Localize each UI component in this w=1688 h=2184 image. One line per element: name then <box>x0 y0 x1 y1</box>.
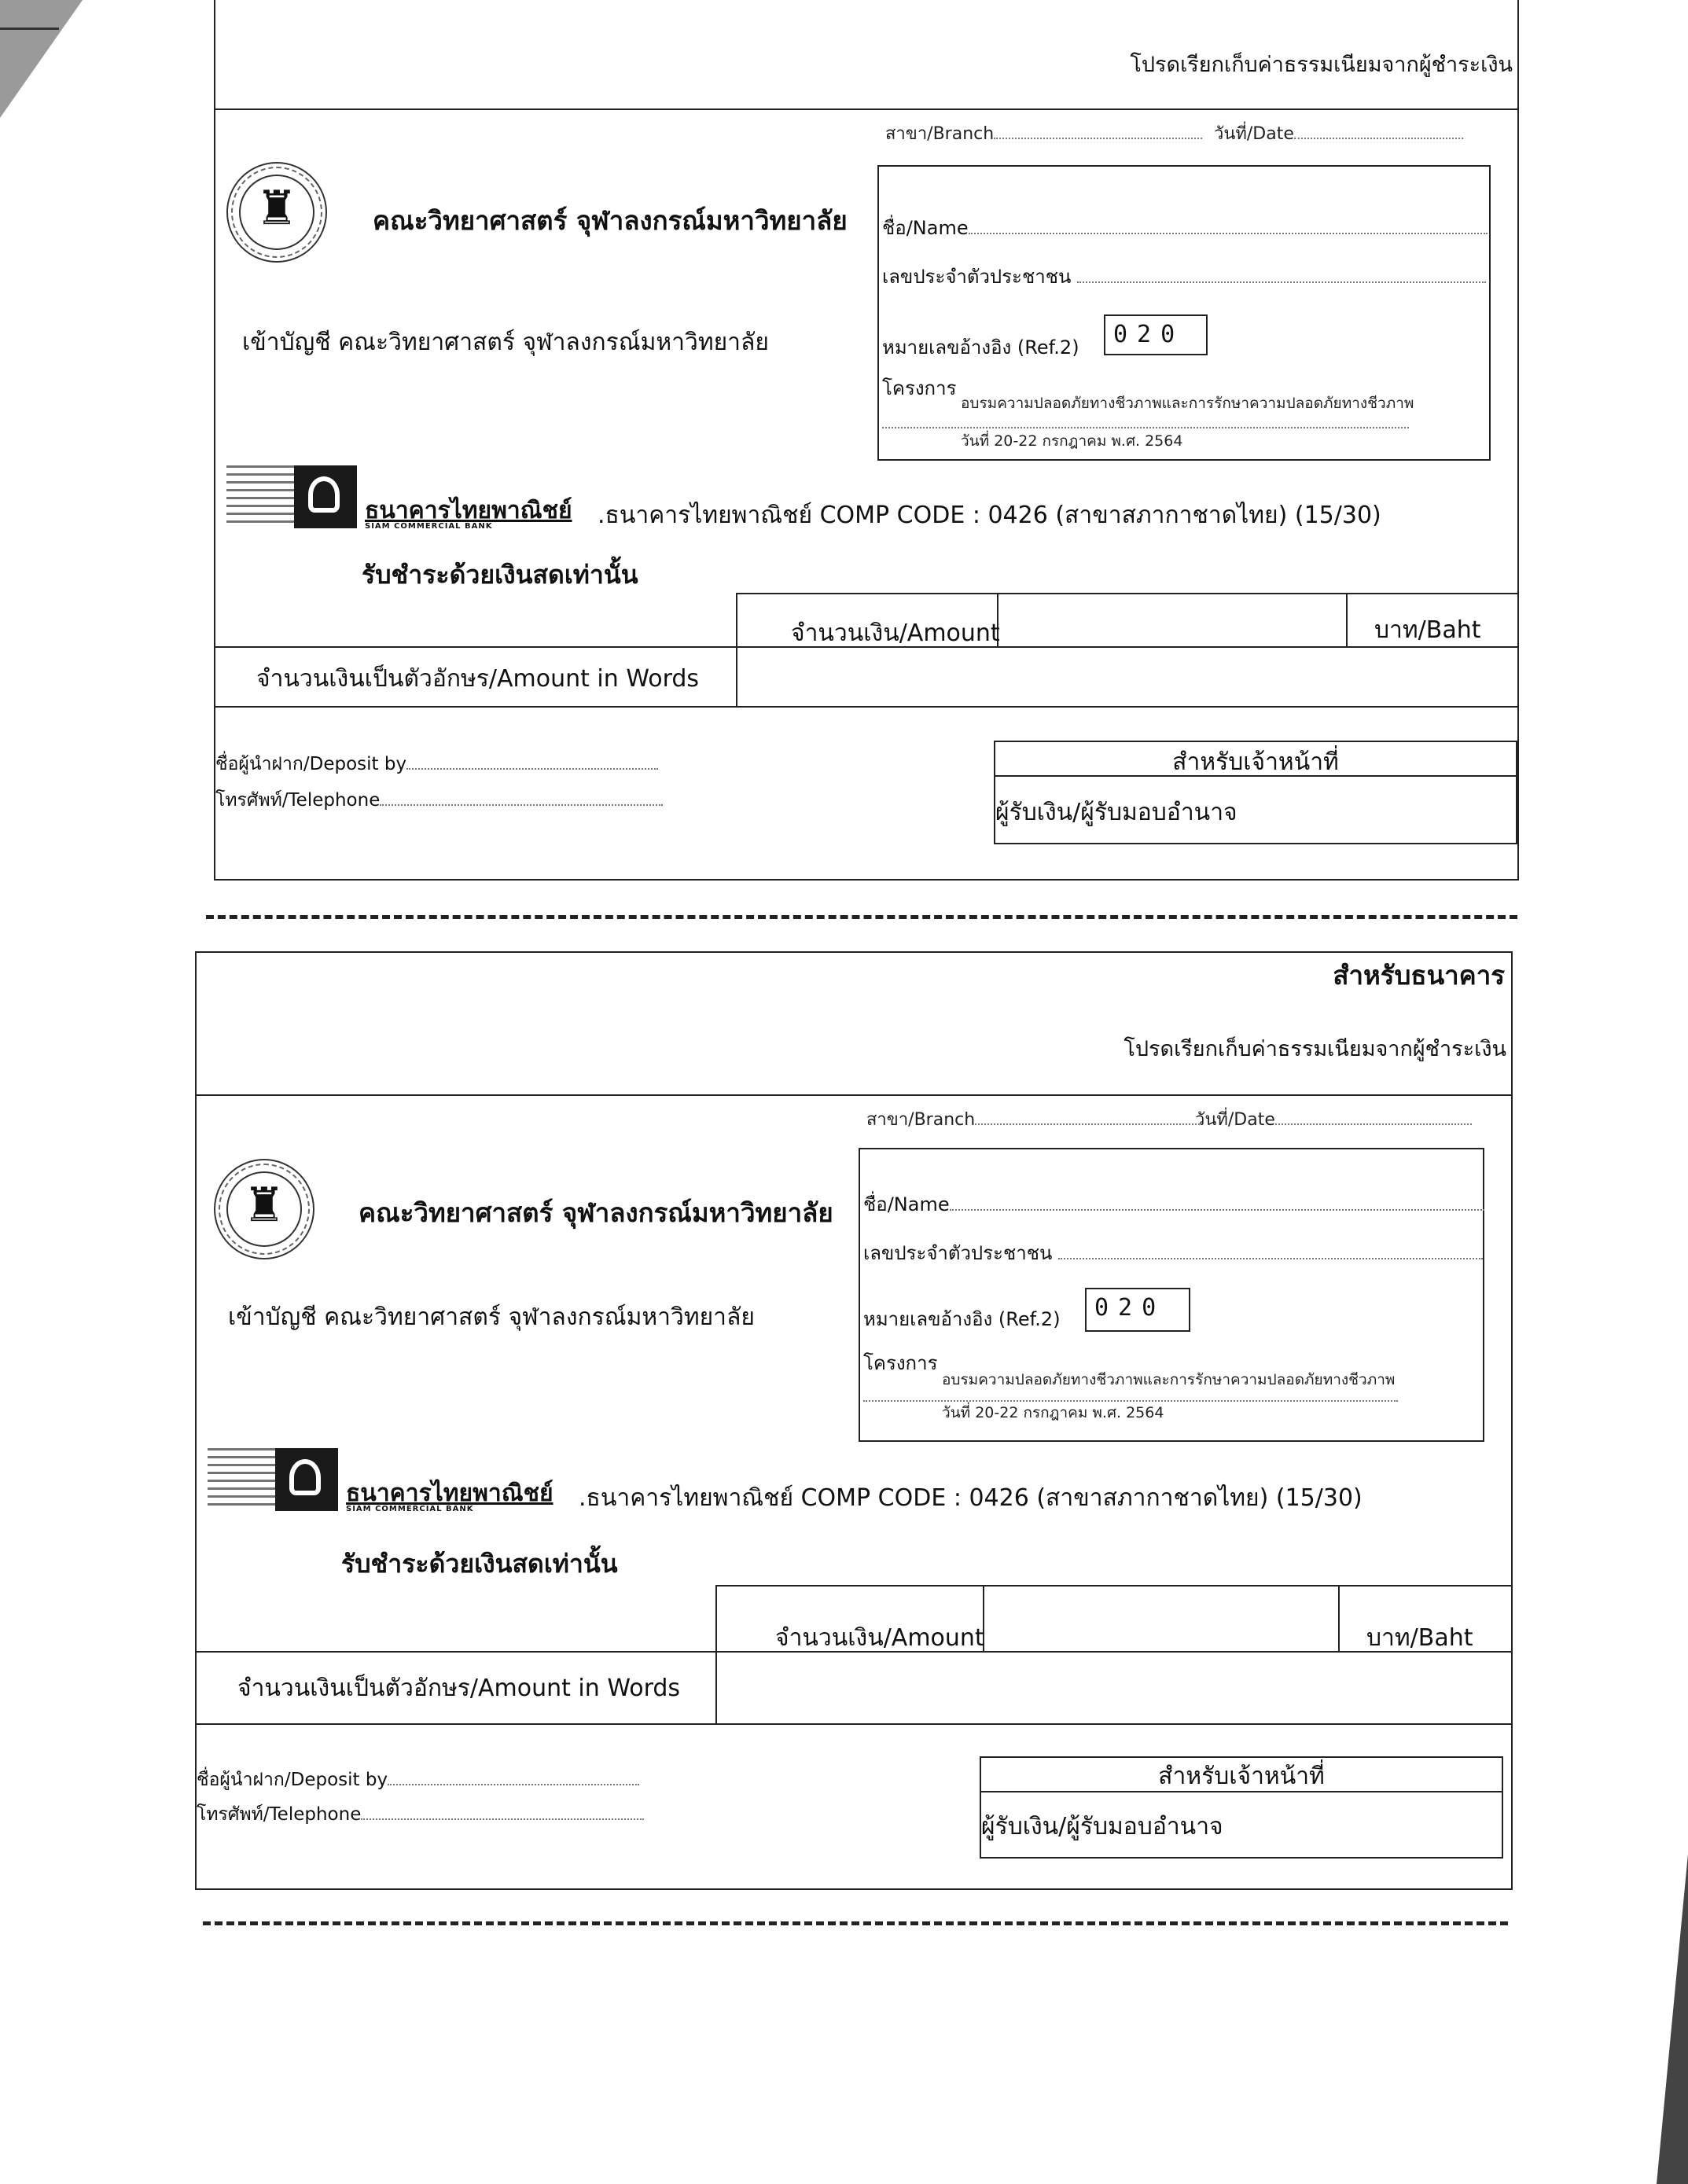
account-text: เข้าบัญชี คณะวิทยาศาสตร์ จุฬาลงกรณ์มหาวิทยาลัย <box>242 329 769 356</box>
amount-words-label: จำนวนเงินเป็นตัวอักษร/Amount in Words <box>237 1675 681 1702</box>
amount-input[interactable] <box>1002 615 1340 645</box>
amount-input[interactable] <box>987 1620 1333 1649</box>
ref2-label: หมายเลขอ้างอิง (Ref.2) <box>882 336 1079 358</box>
divider <box>736 593 737 706</box>
branch-field[interactable] <box>866 1105 1203 1133</box>
chulalongkorn-seal-logo: ♜ <box>214 1159 314 1259</box>
divider <box>215 646 1517 648</box>
scan-background-corner <box>1657 1854 1688 2184</box>
project-name: อบรมความปลอดภัยทางชีวภาพและการรักษาความปลอดภัยทางชีวภาพ <box>942 1371 1396 1388</box>
date-field[interactable] <box>1195 1105 1472 1133</box>
officer-header: สำหรับเจ้าหน้าที่ <box>1158 1763 1325 1790</box>
ref2-value: 020 <box>1113 321 1185 348</box>
chulalongkorn-seal-logo: ♜ <box>226 162 327 263</box>
divider <box>215 108 1517 110</box>
name-label: ชื่อ/Name <box>863 1193 950 1215</box>
telephone-field[interactable] <box>215 786 663 814</box>
telephone-label: โทรศัพท์/Telephone <box>215 790 381 811</box>
name-field[interactable] <box>882 212 1488 243</box>
scb-logo-stripes <box>226 465 297 527</box>
cash-only-note: รับชำระด้วยเงินสดเท่านั้น <box>362 560 638 590</box>
date-label: วันที่/Date <box>1195 1110 1275 1130</box>
project-name: อบรมความปลอดภัยทางชีวภาพและการรักษาความปลอดภัยทางชีวภาพ <box>961 395 1414 412</box>
cash-only-note: รับชำระด้วยเงินสดเท่านั้น <box>341 1549 618 1579</box>
telephone-label: โทรศัพท์/Telephone <box>197 1804 362 1825</box>
fee-note: โปรดเรียกเก็บค่าธรรมเนียมจากผู้ชำระเงิน <box>1130 53 1513 77</box>
ref2-value: 020 <box>1094 1294 1166 1322</box>
project-label: โครงการ <box>882 377 957 399</box>
fee-note: โปรดเรียกเก็บค่าธรรมเนียมจากผู้ชำระเงิน <box>1123 1037 1506 1061</box>
officer-header: สำหรับเจ้าหน้าที่ <box>1172 748 1339 776</box>
divider <box>197 1723 1511 1725</box>
receiver-signature-field[interactable]: ผู้รับเงิน/ผู้รับมอบอำนาจ <box>995 799 1237 826</box>
payment-slip-customer-copy <box>214 0 1519 881</box>
project-date: วันที่ 20-22 กรกฎาคม พ.ศ. 2564 <box>942 1404 1164 1421</box>
faculty-name: คณะวิทยาศาสตร์ จุฬาลงกรณ์มหาวิทยาลัย <box>359 1197 833 1228</box>
divider <box>197 1651 1511 1653</box>
receiver-signature-field[interactable]: ผู้รับเงิน/ผู้รับมอบอำนาจ <box>981 1813 1223 1840</box>
amount-label: จำนวนเงิน/Amount <box>791 620 1000 647</box>
amount-words-input[interactable] <box>719 1654 1505 1722</box>
name-label: ชื่อ/Name <box>882 217 969 239</box>
bank-comp-code: .ธนาคารไทยพาณิชย์ COMP CODE : 0426 (สาขาสภากาชาดไทย) (15/30) <box>598 502 1381 529</box>
divider <box>715 1585 1511 1587</box>
amount-label: จำนวนเงิน/Amount <box>775 1624 984 1652</box>
cut-line <box>203 1921 1508 1925</box>
divider <box>995 775 1516 777</box>
divider <box>736 593 1517 594</box>
date-label: วันที่/Date <box>1214 124 1294 144</box>
ref2-box <box>1085 1288 1190 1332</box>
scan-background-corner <box>0 0 83 118</box>
citizen-id-label: เลขประจำตัวประชาชน <box>882 266 1072 288</box>
ref2-label: หมายเลขอ้างอิง (Ref.2) <box>863 1308 1061 1330</box>
citizen-id-field[interactable] <box>882 261 1486 292</box>
scb-logo-stripes <box>208 1448 278 1509</box>
officer-box <box>994 741 1517 844</box>
bank-comp-code: .ธนาคารไทยพาณิชย์ COMP CODE : 0426 (สาขาสภากาชาดไทย) (15/30) <box>579 1484 1363 1512</box>
scb-logo-icon <box>275 1448 338 1511</box>
scb-logo-english: SIAM COMMERCIAL BANK <box>346 1505 474 1513</box>
date-field[interactable] <box>1214 119 1463 147</box>
deposit-by-field[interactable] <box>215 750 658 778</box>
divider <box>981 1791 1502 1792</box>
scb-logo-thai: ธนาคารไทยพาณิชย์ <box>365 497 572 524</box>
deposit-by-label: ชื่อผู้นำฝาก/Deposit by <box>215 754 407 774</box>
scb-logo-english: SIAM COMMERCIAL BANK <box>365 522 493 531</box>
branch-label: สาขา/Branch <box>866 1110 976 1130</box>
officer-box <box>980 1756 1503 1859</box>
project-label: โครงการ <box>863 1352 938 1374</box>
deposit-by-field[interactable] <box>197 1766 639 1794</box>
name-field[interactable] <box>863 1189 1484 1219</box>
deposit-by-label: ชื่อผู้นำฝาก/Deposit by <box>197 1770 388 1790</box>
copy-label: สำหรับธนาคาร <box>1333 960 1505 991</box>
divider <box>1346 593 1348 646</box>
branch-field[interactable] <box>885 119 1202 147</box>
scb-logo-thai: ธนาคารไทยพาณิชย์ <box>346 1480 553 1507</box>
payment-slip-bank-copy <box>195 951 1513 1890</box>
amount-words-input[interactable] <box>739 649 1510 704</box>
ref2-box <box>1104 314 1208 355</box>
baht-label: บาท/Baht <box>1374 616 1481 644</box>
scb-logo-icon <box>294 465 357 528</box>
baht-label: บาท/Baht <box>1366 1624 1473 1652</box>
faculty-name: คณะวิทยาศาสตร์ จุฬาลงกรณ์มหาวิทยาลัย <box>373 205 848 236</box>
divider <box>197 1094 1511 1096</box>
account-text: เข้าบัญชี คณะวิทยาศาสตร์ จุฬาลงกรณ์มหาวิทยาลัย <box>228 1303 755 1331</box>
citizen-id-label: เลขประจำตัวประชาชน <box>863 1242 1053 1264</box>
branch-label: สาขา/Branch <box>885 124 995 144</box>
divider <box>215 706 1517 708</box>
payer-info-box <box>877 165 1491 461</box>
project-date: วันที่ 20-22 กรกฎาคม พ.ศ. 2564 <box>961 432 1183 450</box>
citizen-id-field[interactable] <box>863 1237 1483 1268</box>
amount-words-label: จำนวนเงินเป็นตัวอักษร/Amount in Words <box>256 665 700 693</box>
payer-info-box <box>859 1148 1484 1442</box>
divider <box>715 1585 717 1723</box>
divider <box>1338 1585 1340 1651</box>
cut-line <box>206 915 1517 919</box>
telephone-field[interactable] <box>197 1800 644 1829</box>
